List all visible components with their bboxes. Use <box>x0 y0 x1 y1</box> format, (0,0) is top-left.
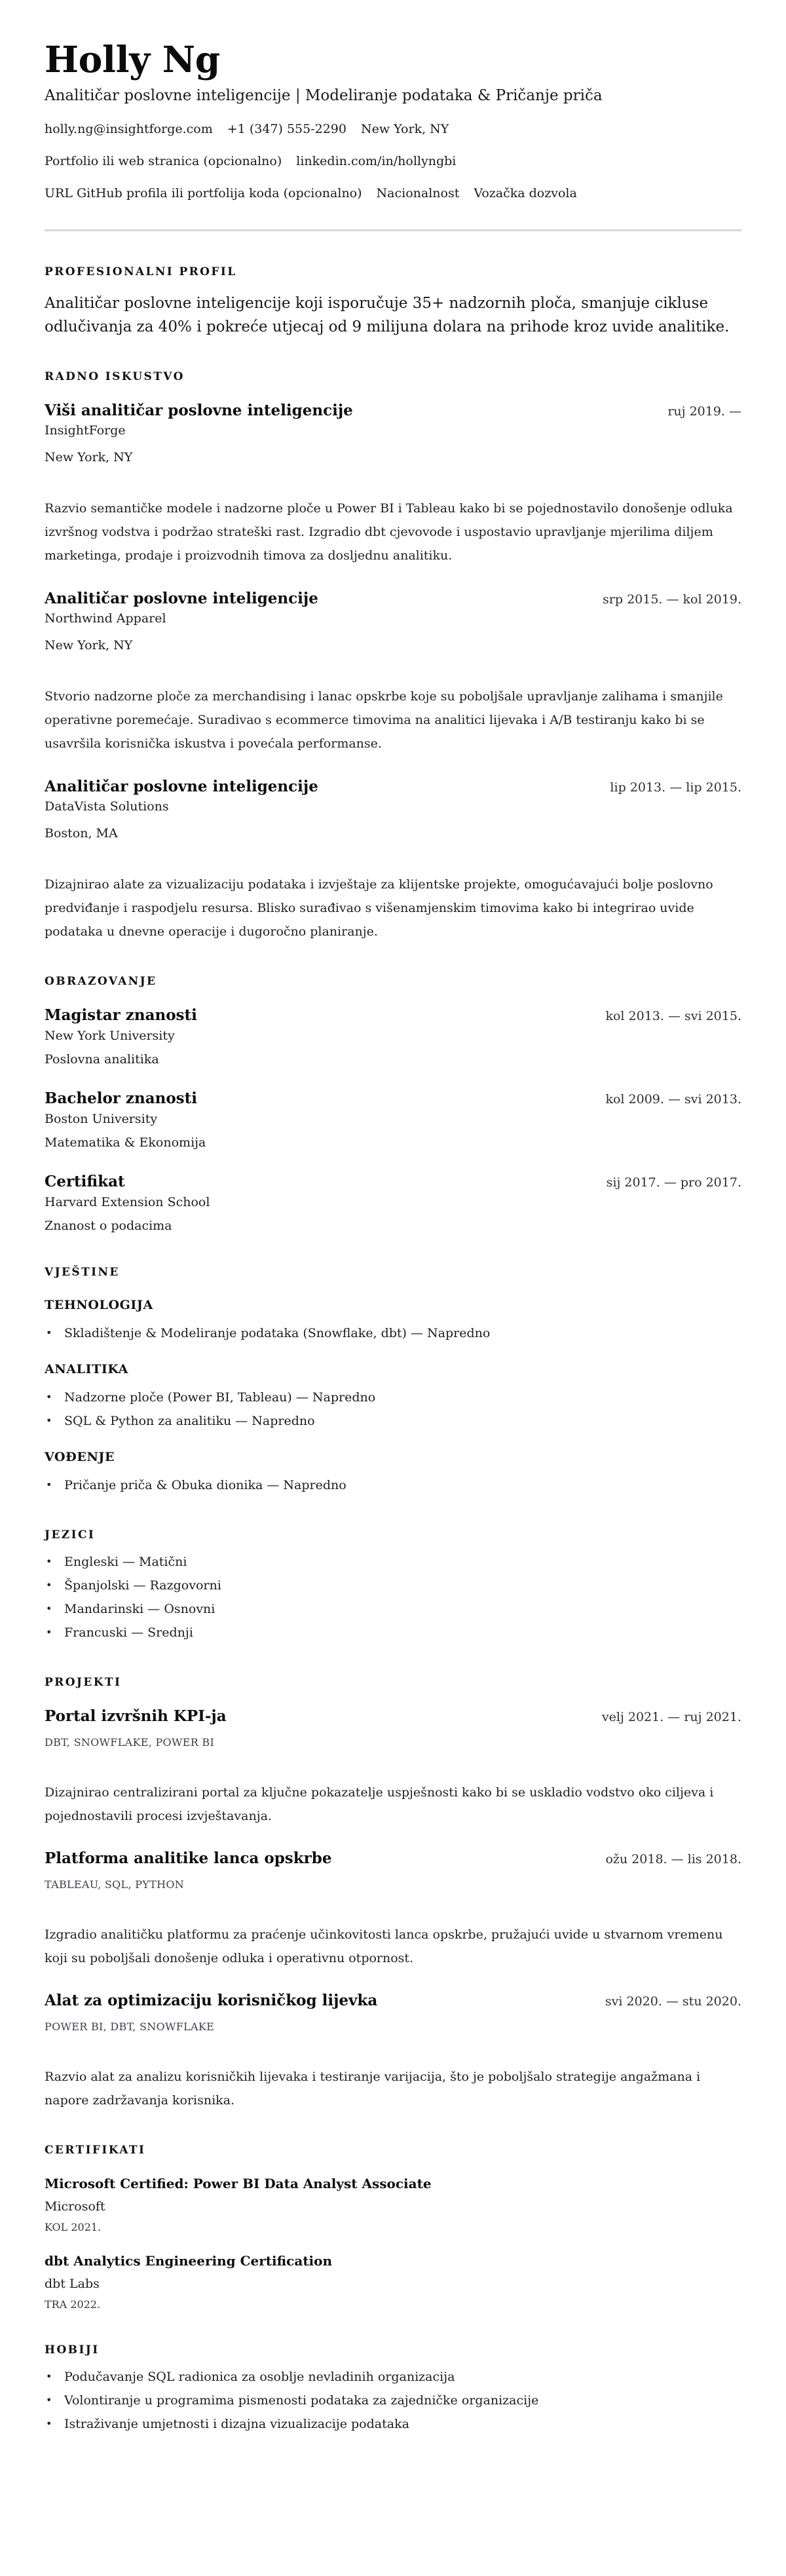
certifications-section <box>45 2143 741 2312</box>
skill-list <box>45 1473 741 1497</box>
project-name: Portal izvršnih KPI-ja <box>45 1707 227 1725</box>
certification-date: KOL 2021. <box>45 2221 102 2233</box>
project-name: Platforma analitike lanca opskrbe <box>45 1849 332 1867</box>
skill-item: • Skladištenje & Modeliranje podataka (Snowflake, dbt) — Napredno <box>45 1321 741 1345</box>
project-entry <box>45 1707 741 1828</box>
headline: Analitičar poslovne inteligencije | Modeliranje podataka & Pričanje priča <box>45 87 603 104</box>
projects-section <box>45 1675 741 2112</box>
certification-entry <box>45 2174 741 2235</box>
project-description: Razvio alat za analizu korisničkih lijevaka i testiranje varijacija, što je poboljšalo strategije angažmana i napore zadržavanja korisnika. <box>45 2070 701 2108</box>
school-name: Boston University <box>45 1112 158 1126</box>
candidate-name: Holly Ng <box>45 38 220 81</box>
contact-drivers-license: Vozačka dozvola <box>474 186 577 200</box>
contact-github[interactable]: URL GitHub profila ili portfolija koda (opcionalno) <box>45 186 362 200</box>
education-entry <box>45 1172 741 1234</box>
school-name: Harvard Extension School <box>45 1195 210 1209</box>
skill-list <box>45 1321 741 1345</box>
profile-section <box>45 265 741 339</box>
education-entry <box>45 1006 741 1068</box>
education-dates: kol 2013. — svi 2015. <box>605 1009 741 1023</box>
job-location: Boston, MA <box>45 826 118 841</box>
hobby-item: • Istraživanje umjetnosti i dizajna vizualizacije podataka <box>45 2412 741 2436</box>
job-title: Viši analitičar poslovne inteligencije <box>45 402 353 419</box>
degree-title: Certifikat <box>45 1173 125 1190</box>
skill-item: • Nadzorne ploče (Power BI, Tableau) — Napredno <box>45 1386 741 1409</box>
skill-group <box>45 1361 741 1433</box>
experience-entry <box>45 401 741 567</box>
hobby-item: • Podučavanje SQL radionica za osoblje nevladinih organizacija <box>45 2365 741 2389</box>
resume-header <box>45 38 741 202</box>
hobbies-section <box>45 2343 741 2436</box>
education-entry <box>45 1089 741 1151</box>
project-tech-stack: DBT, SNOWFLAKE, POWER BI <box>45 1736 215 1749</box>
experience-section <box>45 369 741 943</box>
project-name: Alat za optimizaciju korisničkog lijevka <box>45 1992 378 2009</box>
job-location: New York, NY <box>45 638 133 653</box>
certification-entry <box>45 2252 741 2312</box>
hobby-item: • Volontiranje u programima pismenosti podataka za zajedničke organizacije <box>45 2389 741 2412</box>
section-title-projects: PROJEKTI <box>45 1676 122 1689</box>
skill-category: ANALITIKA <box>45 1362 129 1376</box>
language-item: • Mandarinski — Osnovni <box>45 1597 741 1621</box>
job-dates: srp 2015. — kol 2019. <box>603 592 741 607</box>
project-dates: ožu 2018. — lis 2018. <box>605 1852 741 1866</box>
project-dates: velj 2021. — ruj 2021. <box>601 1710 741 1724</box>
section-title-hobbies: HOBIJI <box>45 2343 100 2357</box>
education-section <box>45 974 741 1234</box>
job-company: Northwind Apparel <box>45 611 166 626</box>
school-name: New York University <box>45 1029 175 1043</box>
language-list <box>45 1550 741 1644</box>
header-divider <box>45 229 741 231</box>
certification-issuer: Microsoft <box>45 2199 105 2214</box>
certification-name: dbt Analytics Engineering Certification <box>45 2253 333 2269</box>
languages-section <box>45 1528 741 1644</box>
contact-location: New York, NY <box>360 122 449 136</box>
degree-title: Bachelor znanosti <box>45 1089 197 1107</box>
certification-issuer: dbt Labs <box>45 2277 100 2291</box>
experience-entry <box>45 589 741 755</box>
skill-item: • Pričanje priča & Obuka dionika — Napredno <box>45 1473 741 1497</box>
job-description: Razvio semantičke modele i nadzorne ploče u Power BI i Tableau kako bi se pojednostavilo donošenje odluka izvršnog vodstva i podržao strateški rast. Izgradio dbt cjevovode i uspostavio upravljanje mjerilima diljem marketinga, prodaje i proizvodnih timova za dosljednu analitiku. <box>45 501 733 563</box>
contact-row-extra <box>45 185 741 202</box>
language-item: • Engleski — Matični <box>45 1550 741 1574</box>
section-title-profile: PROFESIONALNI PROFIL <box>45 265 237 278</box>
language-item: • Španjolski — Razgovorni <box>45 1574 741 1597</box>
job-title: Analitičar poslovne inteligencije <box>45 590 318 607</box>
degree-title: Magistar znanosti <box>45 1006 197 1024</box>
section-title-education: OBRAZOVANJE <box>45 975 157 988</box>
field-of-study: Matematika & Ekonomija <box>45 1135 206 1150</box>
job-title: Analitičar poslovne inteligencije <box>45 778 318 795</box>
project-dates: svi 2020. — stu 2020. <box>605 1994 741 2009</box>
project-entry <box>45 1991 741 2112</box>
section-title-skills: VJEŠTINE <box>45 1266 120 1279</box>
job-company: DataVista Solutions <box>45 799 169 814</box>
profile-summary: Analitičar poslovne inteligencije koji isporučuje 35+ nadzornih ploča, smanjuje cikluse odlučivanja za 40% i pokreće utjecaj od 9 milijuna dolara na prihode kroz uvide analitike. <box>45 295 730 335</box>
education-dates: sij 2017. — pro 2017. <box>606 1175 741 1190</box>
project-description: Dizajnirao centralizirani portal za ključne pokazatelje uspješnosti kako bi se uskladio vodstvo oko ciljeva i pojednostavili procesi izvještavanja. <box>45 1785 714 1823</box>
language-item: • Francuski — Srednji <box>45 1621 741 1644</box>
education-dates: kol 2009. — svi 2013. <box>605 1092 741 1107</box>
skill-list <box>45 1386 741 1433</box>
contact-portfolio[interactable]: Portfolio ili web stranica (opcionalno) <box>45 154 282 168</box>
certification-name: Microsoft Certified: Power BI Data Analyst Associate <box>45 2176 432 2191</box>
job-location: New York, NY <box>45 450 133 464</box>
skill-category: TEHNOLOGIJA <box>45 1298 153 1312</box>
job-company: InsightForge <box>45 423 126 438</box>
skill-item: • SQL & Python za analitiku — Napredno <box>45 1409 741 1433</box>
skill-group <box>45 1297 741 1345</box>
skills-section <box>45 1265 741 1497</box>
hobby-list <box>45 2365 741 2436</box>
job-description: Dizajnirao alate za vizualizaciju podataka i izvještaje za klijentske projekte, omogućavajući bolje poslovno predviđanje i raspodjelu resursa. Blisko surađivao s višenamjenskim timovima kako bi integrirao uvide podataka u dnevne operacije i dugoročno planiranje. <box>45 877 713 939</box>
project-tech-stack: TABLEAU, SQL, PYTHON <box>45 1878 185 1891</box>
field-of-study: Poslovna analitika <box>45 1052 159 1067</box>
project-tech-stack: POWER BI, DBT, SNOWFLAKE <box>45 2020 215 2033</box>
contact-row-primary <box>45 121 741 138</box>
experience-entry <box>45 777 741 943</box>
section-title-languages: JEZICI <box>45 1528 96 1542</box>
section-title-experience: RADNO ISKUSTVO <box>45 370 185 383</box>
contact-row-links <box>45 153 741 170</box>
contact-linkedin[interactable]: linkedin.com/in/hollyngbi <box>296 154 457 168</box>
skill-category: VOĐENJE <box>45 1450 115 1464</box>
contact-email[interactable]: holly.ng@insightforge.com <box>45 122 213 136</box>
contact-phone[interactable]: +1 (347) 555-2290 <box>227 122 346 136</box>
project-description: Izgradio analitičku platformu za praćenje učinkovitosti lanca opskrbe, pružajući uvide u stvarnom vremenu koji su poboljšali donošenje odluka i operativnu otpornost. <box>45 1927 723 1965</box>
job-description: Stvorio nadzorne ploče za merchandising i lanac opskrbe koje su poboljšale upravljanje zalihama i smanjile operativne poremećaje. Suradivao s ecommerce timovima na analitici lijevaka i A/B testiranju kako bi se usavršila korisnička iskustva i povećala performanse. <box>45 689 723 751</box>
field-of-study: Znanost o podacima <box>45 1219 172 1233</box>
certification-date: TRA 2022. <box>45 2298 101 2311</box>
job-dates: ruj 2019. — <box>667 404 741 419</box>
project-entry <box>45 1849 741 1970</box>
contact-nationality: Nacionalnost <box>376 186 460 200</box>
job-dates: lip 2013. — lip 2015. <box>610 780 741 795</box>
skill-group <box>45 1449 741 1497</box>
section-title-certifications: CERTIFIKATI <box>45 2144 146 2157</box>
